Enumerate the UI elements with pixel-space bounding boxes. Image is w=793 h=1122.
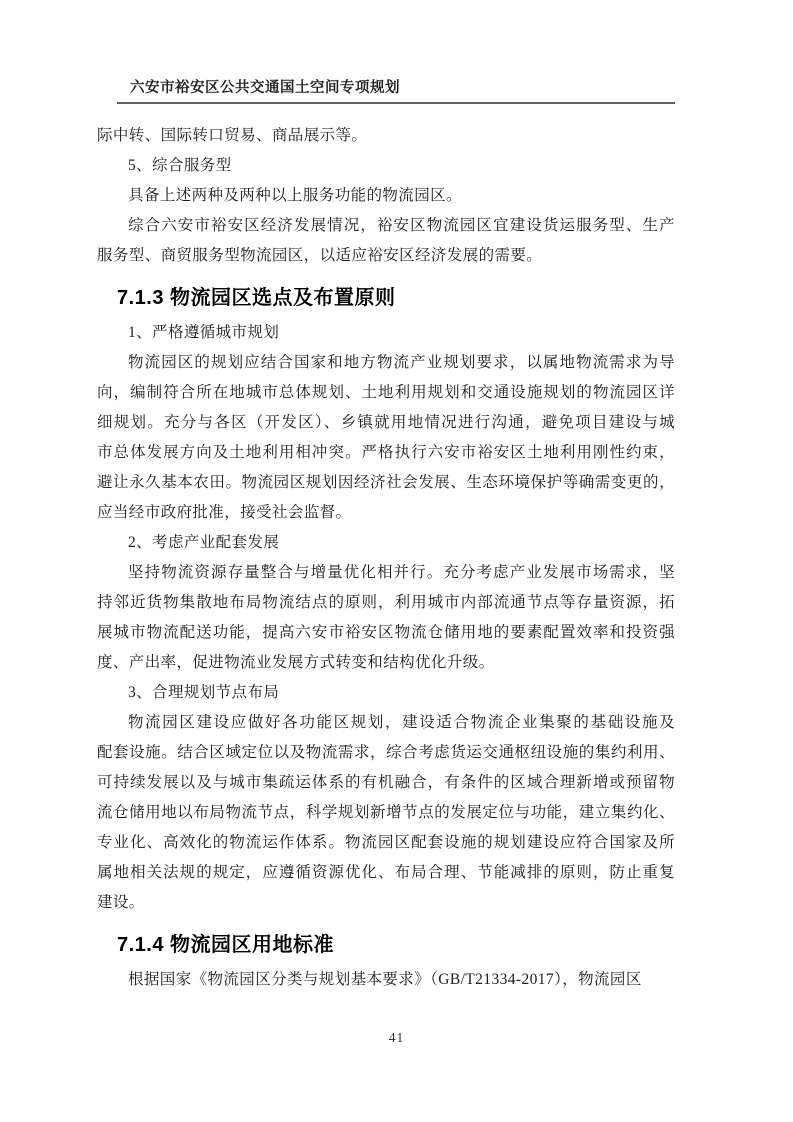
text-line: 细规划。充分与各区（开发区）、乡镇就用地情况进行沟通，避免项目建设与城 — [97, 414, 675, 431]
text-line: 避让永久基本农田。物流园区规划因经济社会发展、生态环境保护等确需变更的， — [97, 474, 675, 491]
paragraph — [97, 151, 675, 181]
text-line: 物流园区的规划应结合国家和地方物流产业规划要求，以属地物流需求为导 — [128, 354, 675, 371]
paragraph — [97, 708, 675, 918]
paragraph — [97, 121, 675, 151]
paragraph — [97, 318, 675, 348]
text-line: 2、考虑产业配套发展 — [128, 534, 280, 551]
section-heading — [117, 281, 675, 315]
text-line: 服务型、商贸服务型物流园区，以适应裕安区经济发展的需要。 — [97, 247, 543, 264]
text-line: 流仓储用地以布局物流节点，科学规划新增节点的发展定位与功能，建立集约化、 — [97, 804, 675, 821]
text-line: 配套设施。结合区域定位以及物流需求，综合考虑货运交通枢纽设施的集约利用、 — [97, 744, 675, 761]
text-line: 应当经市政府批准，接受社会监督。 — [97, 504, 352, 521]
text-line: 专业化、高效化的物流运作体系。物流园区配套设施的规划建设应符合国家及所 — [97, 834, 675, 851]
text-line: 市总体发展方向及土地利用相冲突。严格执行六安市裕安区土地利用刚性约束， — [97, 444, 675, 461]
paragraph — [97, 965, 675, 995]
text-line: 度、产出率，促进物流业发展方式转变和结构优化升级。 — [97, 654, 495, 671]
section-heading-text: 7.1.4 物流园区用地标准 — [117, 934, 335, 956]
paragraph — [97, 678, 675, 708]
document-body — [97, 121, 675, 995]
page-footer — [0, 1029, 793, 1047]
text-line: 展城市物流配送功能，提高六安市裕安区物流仓储用地的要素配置效率和投资强 — [97, 624, 675, 641]
page-number: 41 — [388, 1030, 405, 1045]
text-line: 综合六安市裕安区经济发展情况，裕安区物流园区宜建设货运服务型、生产 — [128, 217, 675, 234]
section-heading-text: 7.1.3 物流园区选点及布置原则 — [117, 287, 396, 309]
paragraph — [97, 558, 675, 678]
text-line: 根据国家《物流园区分类与规划基本要求》（GB/T21334-2017），物流园区 — [128, 971, 642, 988]
header-title: 六安市裕安区公共交通国土空间专项规划 — [130, 80, 400, 96]
text-line: 1、严格遵循城市规划 — [128, 324, 280, 341]
text-line: 建设。 — [97, 894, 145, 911]
paragraph — [97, 181, 675, 211]
text-line: 属地相关法规的规定，应遵循资源优化、布局合理、节能减排的原则，防止重复 — [97, 864, 675, 881]
section-heading — [117, 928, 675, 962]
text-line: 可持续发展以及与城市集疏运体系的有机融合，有条件的区域合理新增或预留物 — [97, 774, 675, 791]
text-line: 3、合理规划节点布局 — [128, 684, 280, 701]
text-line: 物流园区建设应做好各功能区规划，建设适合物流企业集聚的基础设施及 — [128, 714, 675, 731]
text-line: 向，编制符合所在地城市总体规划、土地利用规划和交通设施规划的物流园区详 — [97, 384, 675, 401]
paragraph — [97, 528, 675, 558]
paragraph — [97, 211, 675, 271]
text-line: 具备上述两种及两种以上服务功能的物流园区。 — [128, 187, 462, 204]
text-line: 持邻近货物集散地布局物流结点的原则，利用城市内部流通节点等存量资源，拓 — [97, 594, 675, 611]
text-line: 5、综合服务型 — [128, 157, 232, 174]
text-line: 际中转、国际转口贸易、商品展示等。 — [97, 127, 368, 144]
text-line: 坚持物流资源存量整合与增量优化相并行。充分考虑产业发展市场需求，坚 — [128, 564, 675, 581]
page-header — [117, 80, 675, 104]
paragraph — [97, 348, 675, 528]
